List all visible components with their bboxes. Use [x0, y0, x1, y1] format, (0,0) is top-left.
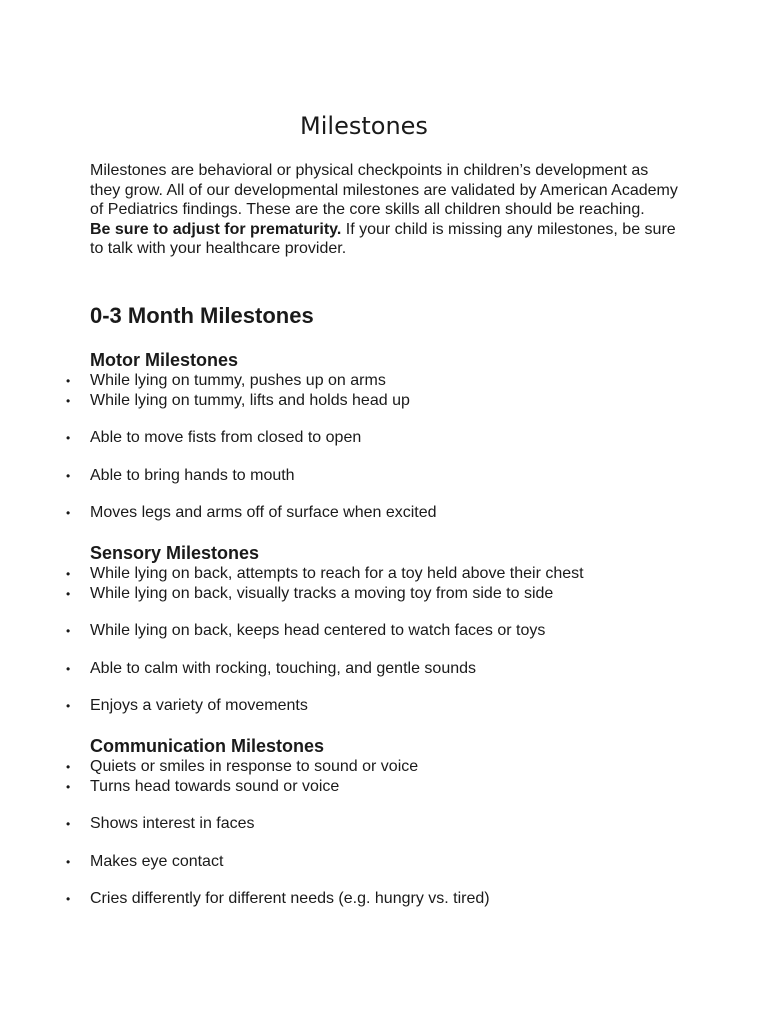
milestone-list: [0, 371, 768, 523]
list-item: [0, 889, 768, 909]
prematurity-note: [90, 220, 680, 259]
list-item-text: Able to calm with rocking, touching, and gentle sounds: [90, 659, 477, 677]
list-item: [0, 428, 768, 448]
list-item: [0, 564, 768, 584]
bullet-icon: •: [66, 624, 71, 638]
list-item-text: Shows interest in faces: [90, 815, 255, 832]
bullet-icon: •: [66, 760, 71, 774]
bullet-icon: •: [66, 586, 71, 601]
list-item-text: While lying on back, keeps head centered to watch faces or toys: [90, 622, 546, 639]
bullet-icon: •: [66, 854, 71, 869]
bullet-icon: •: [66, 374, 71, 388]
intro-paragraph: Milestones are behavioral or physical checkpoints in children’s development as they grow. All of our developmental milestones are validated by American Academy of Pediatrics findings. These are the core skills all children should be reaching.: [90, 162, 678, 218]
list-item-text: Cries differently for different needs (e.g. hungry vs. tired): [90, 890, 490, 907]
list-item: [0, 391, 768, 411]
list-item: [0, 814, 768, 834]
list-item-text: While lying on tummy, lifts and holds head up: [90, 391, 410, 409]
list-item: [0, 503, 768, 523]
bullet-icon: •: [66, 393, 71, 408]
bullet-icon: •: [66, 661, 71, 676]
milestone-list: [0, 564, 768, 716]
bullet-icon: •: [66, 699, 71, 713]
list-item-text: While lying on tummy, pushes up on arms: [90, 372, 386, 389]
list-item-text: Moves legs and arms off of surface when excited: [90, 504, 437, 521]
bullet-icon: •: [66, 892, 71, 906]
list-item-text: Makes eye contact: [90, 852, 224, 870]
bullet-icon: •: [66, 506, 71, 520]
bullet-icon: •: [66, 431, 71, 445]
bullet-icon: •: [66, 779, 71, 794]
list-item: [0, 621, 768, 641]
list-item: [0, 466, 768, 486]
bullet-icon: •: [66, 468, 71, 483]
list-item: [0, 659, 768, 679]
bullet-icon: •: [66, 817, 71, 831]
subsection-motor: [0, 349, 768, 523]
subsection-title: Motor Milestones: [90, 350, 239, 370]
list-item: [0, 584, 768, 604]
prematurity-note-bold: Be sure to adjust for prematurity.: [90, 220, 342, 238]
list-item-text: Turns head towards sound or voice: [90, 777, 340, 795]
list-item-text: While lying on back, attempts to reach for a toy held above their chest: [90, 565, 584, 582]
page-title: Milestones: [300, 112, 428, 140]
list-item: [0, 777, 768, 797]
list-item: [0, 757, 768, 777]
subsection-sensory: [0, 542, 768, 716]
subsection-title: Communication Milestones: [90, 736, 325, 756]
list-item-text: While lying on back, visually tracks a moving toy from side to side: [90, 584, 554, 602]
bullet-icon: •: [66, 567, 71, 581]
list-item: [0, 696, 768, 716]
section-title: 0-3 Month Milestones: [90, 303, 314, 328]
prematurity-note-text: If your child is missing any milestones, be sure to talk with your healthcare provider.: [90, 220, 676, 257]
list-item-text: Quiets or smiles in response to sound or voice: [90, 758, 419, 775]
intro-block: [90, 161, 680, 259]
list-item: [0, 371, 768, 391]
list-item-text: Able to move fists from closed to open: [90, 429, 362, 446]
milestone-list: [0, 757, 768, 909]
list-item-text: Able to bring hands to mouth: [90, 466, 295, 484]
subsection-communication: [0, 735, 768, 909]
list-item-text: Enjoys a variety of movements: [90, 697, 308, 714]
list-item: [0, 852, 768, 872]
subsection-title: Sensory Milestones: [90, 543, 260, 563]
